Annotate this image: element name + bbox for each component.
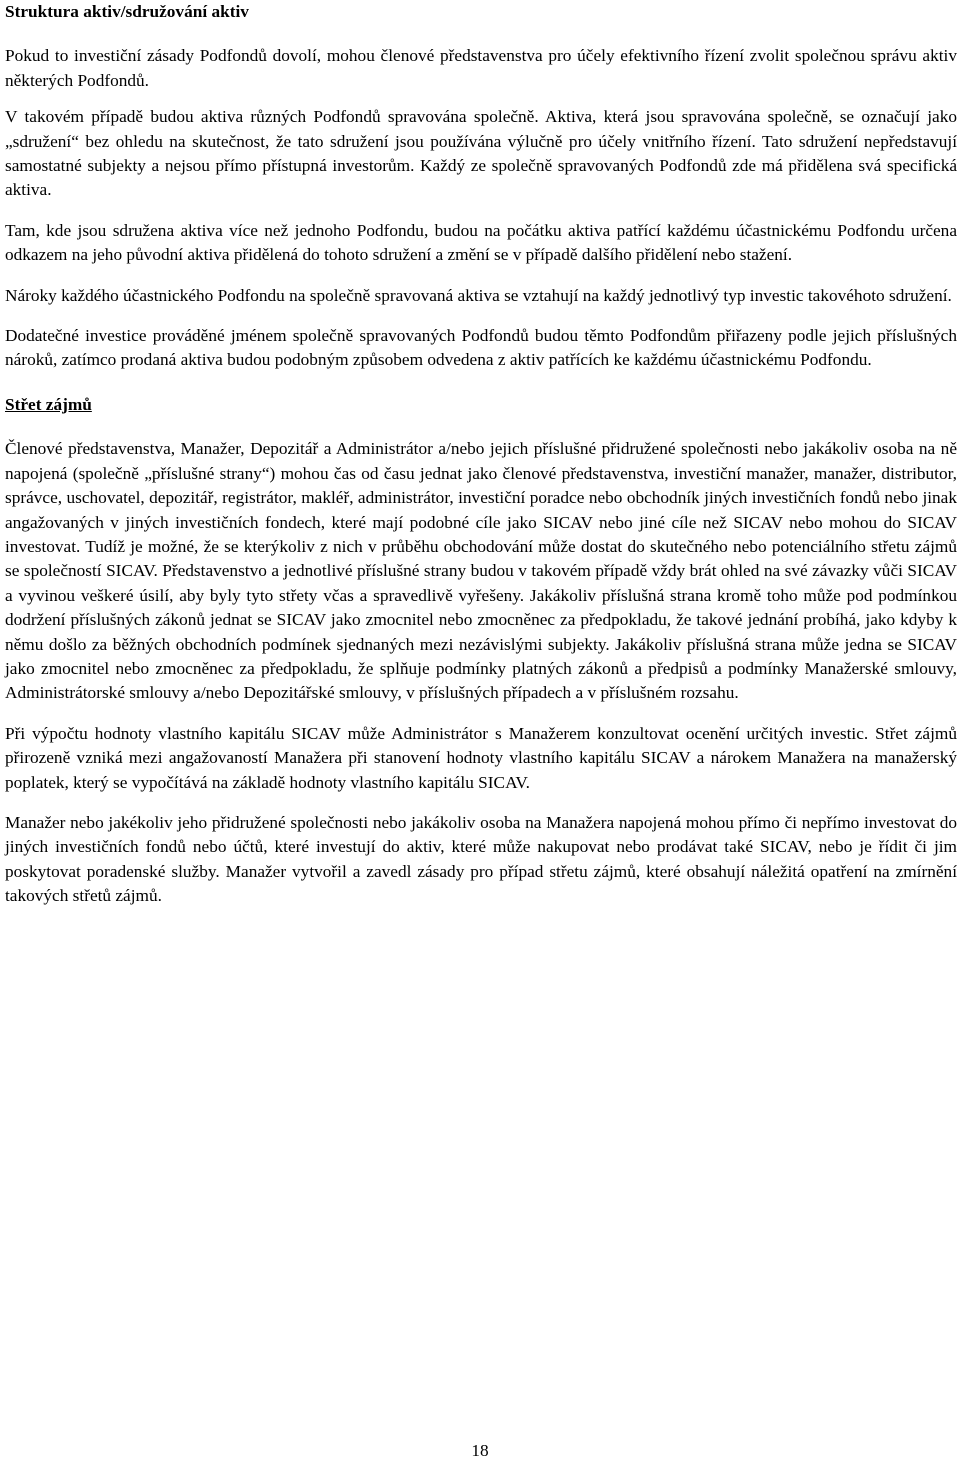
paragraph-investment-policy: Pokud to investiční zásady Podfondů dovolí, mohou členové představenstva pro účely efektivního řízení zvolit společnou správu aktiv některých Podfondů. <box>5 46 957 90</box>
paragraph-manager-investments: Manažer nebo jakékoliv jeho přidružené společnosti nebo jakákoliv osoba na Manažera napojená mohou přímo či nepřímo investovat do jiných investičních fondů nebo účtů, které investují do aktiv, které může nakupovat nebo prodávat také SICAV, nebo je řídit či jim poskytovat poradenské služby. Manažer vytvořil a zavedl zásady pro případ střetu zájmů, které obsahují náležitá opatření na zmírnění takových střetů zájmů. <box>5 812 957 906</box>
paragraph-pooled-assets-allocation: Tam, kde jsou sdružena aktiva více než jednoho Podfondu, budou na počátku aktiva patřící každému účastnickému Podfondu určena odkazem na jeho původní aktiva přidělená do tohoto sdružení a změní se v případě dalšího přidělení nebo stažení. <box>5 220 957 265</box>
section-title-conflict-of-interest: Střet zájmů <box>5 394 92 414</box>
paragraph-pooling-description: V takovém případě budou aktiva různých Podfondů spravována společně. Aktiva, která jsou spravována společně, se označují jako „sdružení“ bez ohledu na skutečnost, že tato sdružení jsou používána výlučně pro účely vnitřního řízení. Tato sdružení nepředstavují samostatné subjekty a nejsou přímo přístupná investorům. Každý ze společně spravovaných Podfondů zde má přidělena svá specifická aktiva. <box>5 107 957 200</box>
document-page <box>5 0 957 909</box>
paragraph-valuation-conflict: Při výpočtu hodnoty vlastního kapitálu SICAV může Administrátor s Manažerem konzultovat ocenění určitých investic. Střet zájmů přirozeně vzniká mezi angažovaností Manažera při stanovení hodnoty vlastního kapitálu SICAV a nárokem Manažera na manažerský poplatek, který se vypočítává na základě hodnoty vlastního kapitálu SICAV. <box>5 723 957 792</box>
page-number: 18 <box>471 1441 489 1460</box>
paragraph-related-parties: Členové představenstva, Manažer, Depozitář a Administrátor a/nebo jejich příslušné přidružené společnosti nebo jakákoliv osoba na ně napojená (společně „příslušné strany“) mohou čas od času jednat jako členové představenstva, investiční manažer, manažer, distributor, správce, uschovatel, depozitář, registrátor, makléř, administrátor, investiční poradce nebo obchodník jiných investičních fondů nebo jinak angažovaných v jiných investičních fondech, které mají podobné cíle jako SICAV nebo jiné cíle než SICAV nebo mohou do SICAV investovat. Tudíž je možné, že se kterýkoliv z nich v průběhu obchodování může dostat do skutečného nebo potenciálního střetu zájmů se společností SICAV. Představenstvo a jednotlivé příslušné strany budou v takovém případě vždy brát ohled na své závazky vůči SICAV a vyvinou veškeré úsilí, aby byly tyto střety včas a spravedlivě vyřešeny. Jakákoliv příslušná strana kromě toho může pod podmínkou dodržení příslušných zákonů jednat se SICAV jako zmocnitel nebo zmocněnec za předpokladu, že takové jednání probíhá, jako kdyby k němu došlo za běžných obchodních podmínek sjednaných mezi nezávislými subjekty. Jakákoliv příslušná strana může jedna se SICAV jako zmocnitel nebo zmocněnec za předpokladu, že splňuje podmínky platných zákonů a předpisů a podmínky Manažerské smlouvy, Administrátorské smlouvy a/nebo Depozitářské smlouvy, v příslušných případech a v příslušném rozsahu. <box>5 439 957 703</box>
paragraph-participation-claims: Nároky každého účastnického Podfondu na společně spravovaná aktiva se vztahují na každý jednotlivý typ investic takovéhoto sdružení. <box>5 285 952 305</box>
section-title-asset-pooling: Struktura aktiv/sdružování aktiv <box>5 2 249 21</box>
paragraph-additional-investments: Dodatečné investice prováděné jménem společně spravovaných Podfondů budou těmto Podfondům přiřazeny podle jejich příslušných nároků, zatímco prodaná aktiva budou podobným způsobem odvedena z aktiv patřících ke každému účastnickému Podfondu. <box>5 326 957 370</box>
